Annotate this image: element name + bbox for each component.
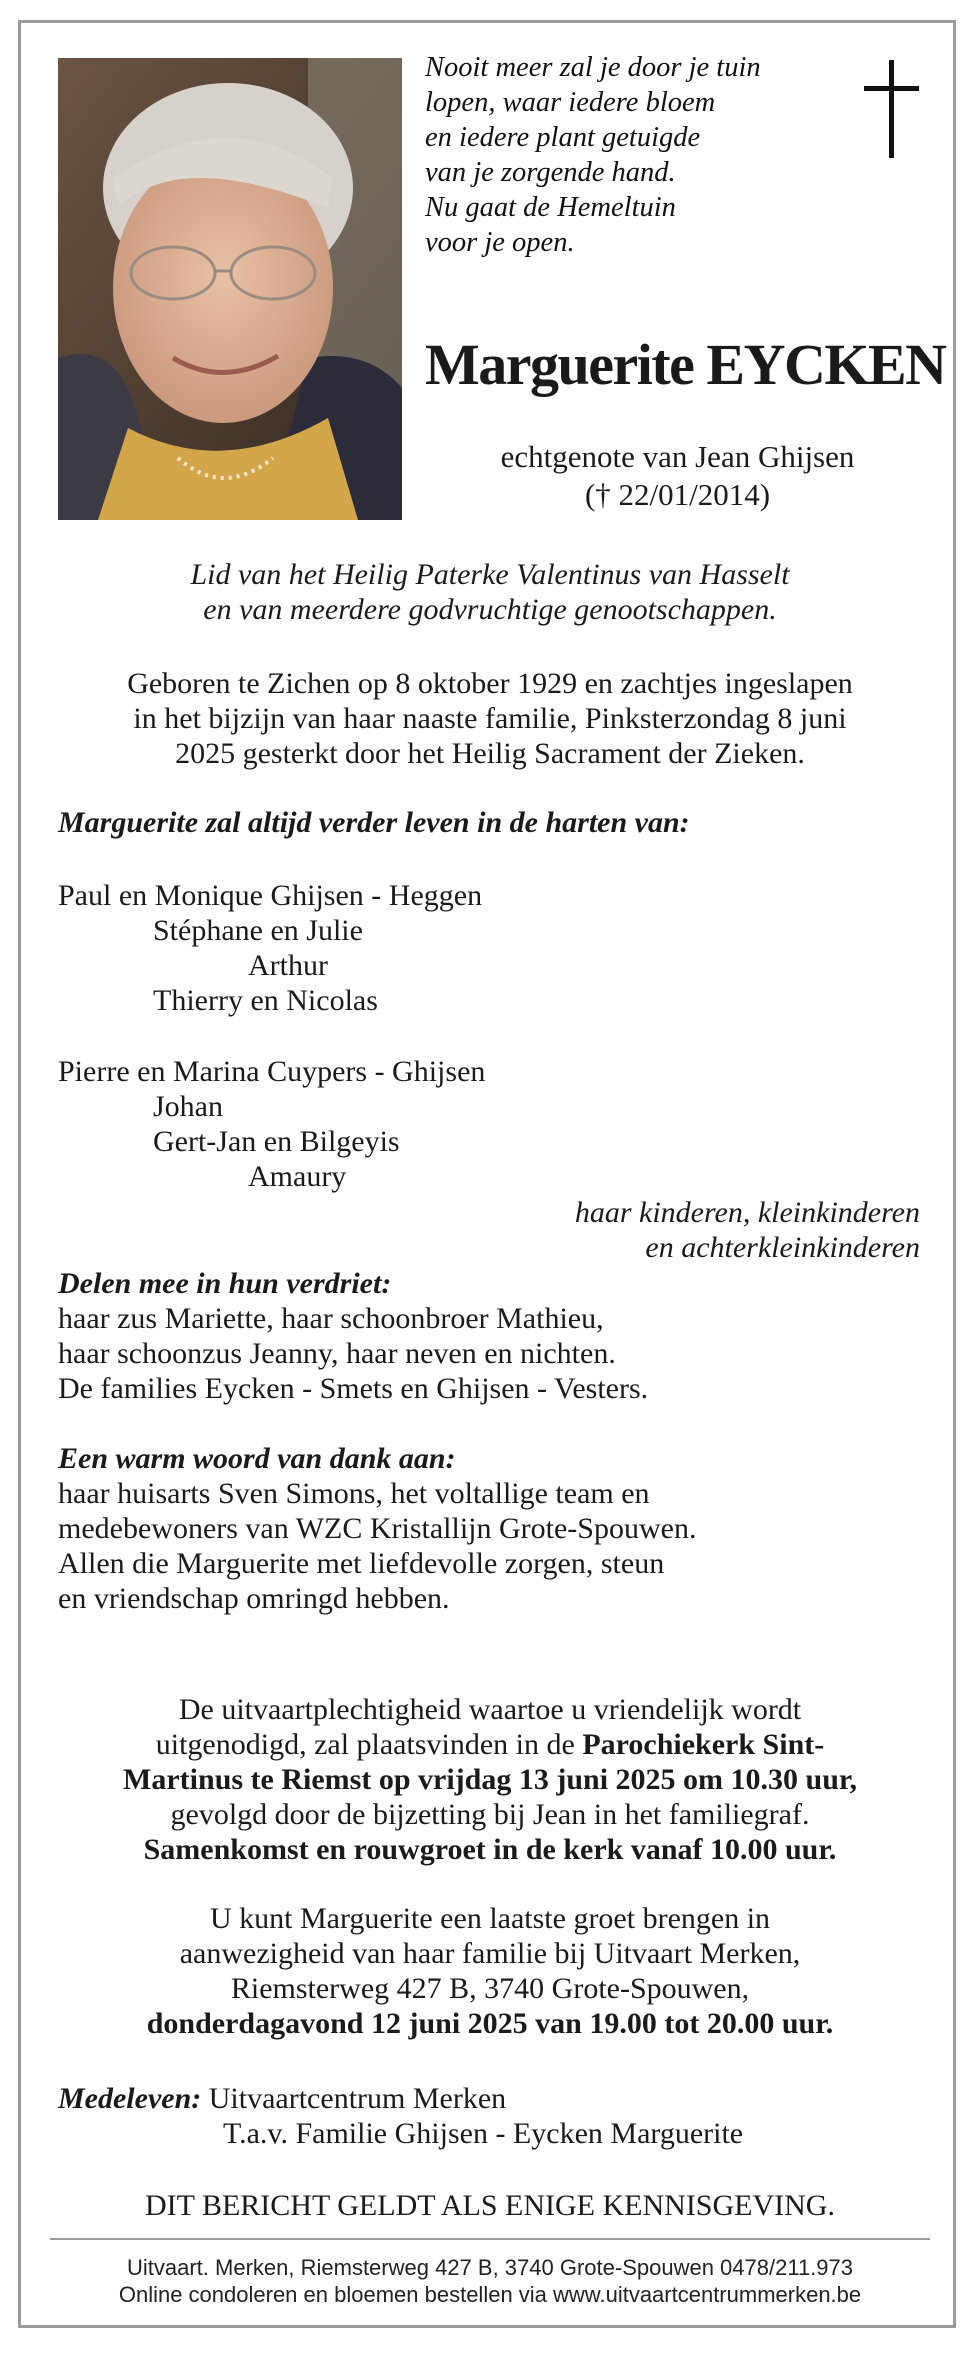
membership-line: en van meerdere godvruchtige genootschappen. xyxy=(203,593,777,626)
medeleven-label: Medeleven: xyxy=(58,2082,202,2115)
visit-line: U kunt Marguerite een laatste groet brengen in xyxy=(209,1902,771,1935)
portrait-photo xyxy=(58,58,402,520)
children-note-line: haar kinderen, kleinkinderen xyxy=(574,1196,920,1229)
thanks-section xyxy=(58,1441,922,1616)
grief-section xyxy=(58,1266,922,1406)
grief-line: haar schoonzus Jeanny, haar neven en nichten. xyxy=(58,1337,616,1370)
funeral-datetime: Martinus te Riemst op vrijdag 13 juni 2025 om 10.30 uur, xyxy=(123,1763,857,1796)
family-member: Stéphane en Julie xyxy=(153,914,363,947)
funeral-line: gevolgd door de bijzetting bij Jean in het familiegraf. xyxy=(170,1798,810,1831)
medeleven-attn: T.a.v. Familie Ghijsen - Eycken Marguerite xyxy=(223,2117,744,2150)
birth-line: in het bijzijn van haar naaste familie, Pinksterzondag 8 juni xyxy=(133,702,847,735)
membership-line: Lid van het Heilig Paterke Valentinus van Hasselt xyxy=(190,558,790,591)
grief-heading: Delen mee in hun verdriet: xyxy=(58,1267,392,1300)
family-member: Johan xyxy=(153,1090,223,1123)
medeleven-recipient: Uitvaartcentrum Merken xyxy=(201,2082,507,2115)
visit-info xyxy=(58,1901,922,2041)
children-note-line: en achterkleinkinderen xyxy=(645,1231,920,1264)
funeral-info xyxy=(58,1692,922,1867)
family-member: Thierry en Nicolas xyxy=(153,984,378,1017)
deceased-name: Marguerite EYCKEN xyxy=(425,332,946,397)
footer-address: Uitvaart. Merken, Riemsterweg 427 B, 3740 Grote-Spouwen 0478/211.973 xyxy=(127,2255,853,2280)
children-note xyxy=(58,1195,920,1265)
family-1 xyxy=(58,878,922,1018)
thanks-line: en vriendschap omringd hebben. xyxy=(58,1582,450,1615)
grief-line: De families Eycken - Smets en Ghijsen - Vesters. xyxy=(58,1372,649,1405)
family-head: Pierre en Marina Cuypers - Ghijsen xyxy=(58,1055,486,1088)
spouse-death-date: († 22/01/2014) xyxy=(584,477,771,512)
poem-line: voor je open. xyxy=(425,227,575,258)
poem xyxy=(425,50,845,260)
spouse-line: echtgenote van Jean Ghijsen xyxy=(500,439,855,474)
gathering-info: Samenkomst en rouwgroet in de kerk vanaf 10.00 uur. xyxy=(143,1833,837,1866)
cross-icon xyxy=(862,60,922,164)
medeleven xyxy=(58,2081,922,2151)
thanks-line: medebewoners van WZC Kristallijn Grote-Spouwen. xyxy=(58,1512,697,1545)
footer-divider xyxy=(50,2238,930,2240)
visit-line: aanwezigheid van haar familie bij Uitvaart Merken, xyxy=(179,1937,801,1970)
funeral-text: uitgenodigd, zal plaatsvinden in de xyxy=(155,1728,583,1761)
birth-line: Geboren te Zichen op 8 oktober 1929 en zachtjes ingeslapen xyxy=(127,667,853,700)
poem-line: van je zorgende hand. xyxy=(425,157,676,188)
thanks-heading: Een warm woord van dank aan: xyxy=(58,1442,456,1475)
birth-line: 2025 gesterkt door het Heilig Sacrament der Zieken. xyxy=(175,737,805,770)
poem-line: lopen, waar iedere bloem xyxy=(425,87,716,118)
footer-condolence: Online condoleren en bloemen bestellen via www.uitvaartcentrummerken.be xyxy=(118,2282,862,2307)
visit-datetime: donderdagavond 12 juni 2025 van 19.00 tot 20.00 uur. xyxy=(146,2007,834,2040)
family-member: Gert-Jan en Bilgeyis xyxy=(153,1125,400,1158)
thanks-line: Allen die Marguerite met liefdevolle zorgen, steun xyxy=(58,1547,665,1580)
hearts-heading: Marguerite zal altijd verder leven in de harten van: xyxy=(58,806,690,839)
church-name: Parochiekerk Sint- xyxy=(582,1728,825,1761)
family-member: Arthur xyxy=(248,949,328,982)
grief-line: haar zus Mariette, haar schoonbroer Mathieu, xyxy=(58,1302,604,1335)
funeral-line: De uitvaartplechtigheid waartoe u vriendelijk wordt xyxy=(178,1693,802,1726)
membership xyxy=(58,557,922,627)
family-head: Paul en Monique Ghijsen - Heggen xyxy=(58,879,483,912)
poem-line: Nu gaat de Hemeltuin xyxy=(425,192,676,223)
poem-line: Nooit meer zal je door je tuin xyxy=(425,52,761,83)
footer xyxy=(40,2254,940,2308)
family-2 xyxy=(58,1054,922,1194)
spouse-info xyxy=(425,438,930,514)
funeral-line xyxy=(58,1727,922,1762)
thanks-line: haar huisarts Sven Simons, het voltallige team en xyxy=(58,1477,650,1510)
visit-line: Riemsterweg 427 B, 3740 Grote-Spouwen, xyxy=(230,1972,750,2005)
poem-line: en iedere plant getuigde xyxy=(425,122,701,153)
birth-info xyxy=(58,666,922,771)
notice: DIT BERICHT GELDT ALS ENIGE KENNISGEVING. xyxy=(145,2189,835,2222)
family-member: Amaury xyxy=(248,1160,347,1193)
